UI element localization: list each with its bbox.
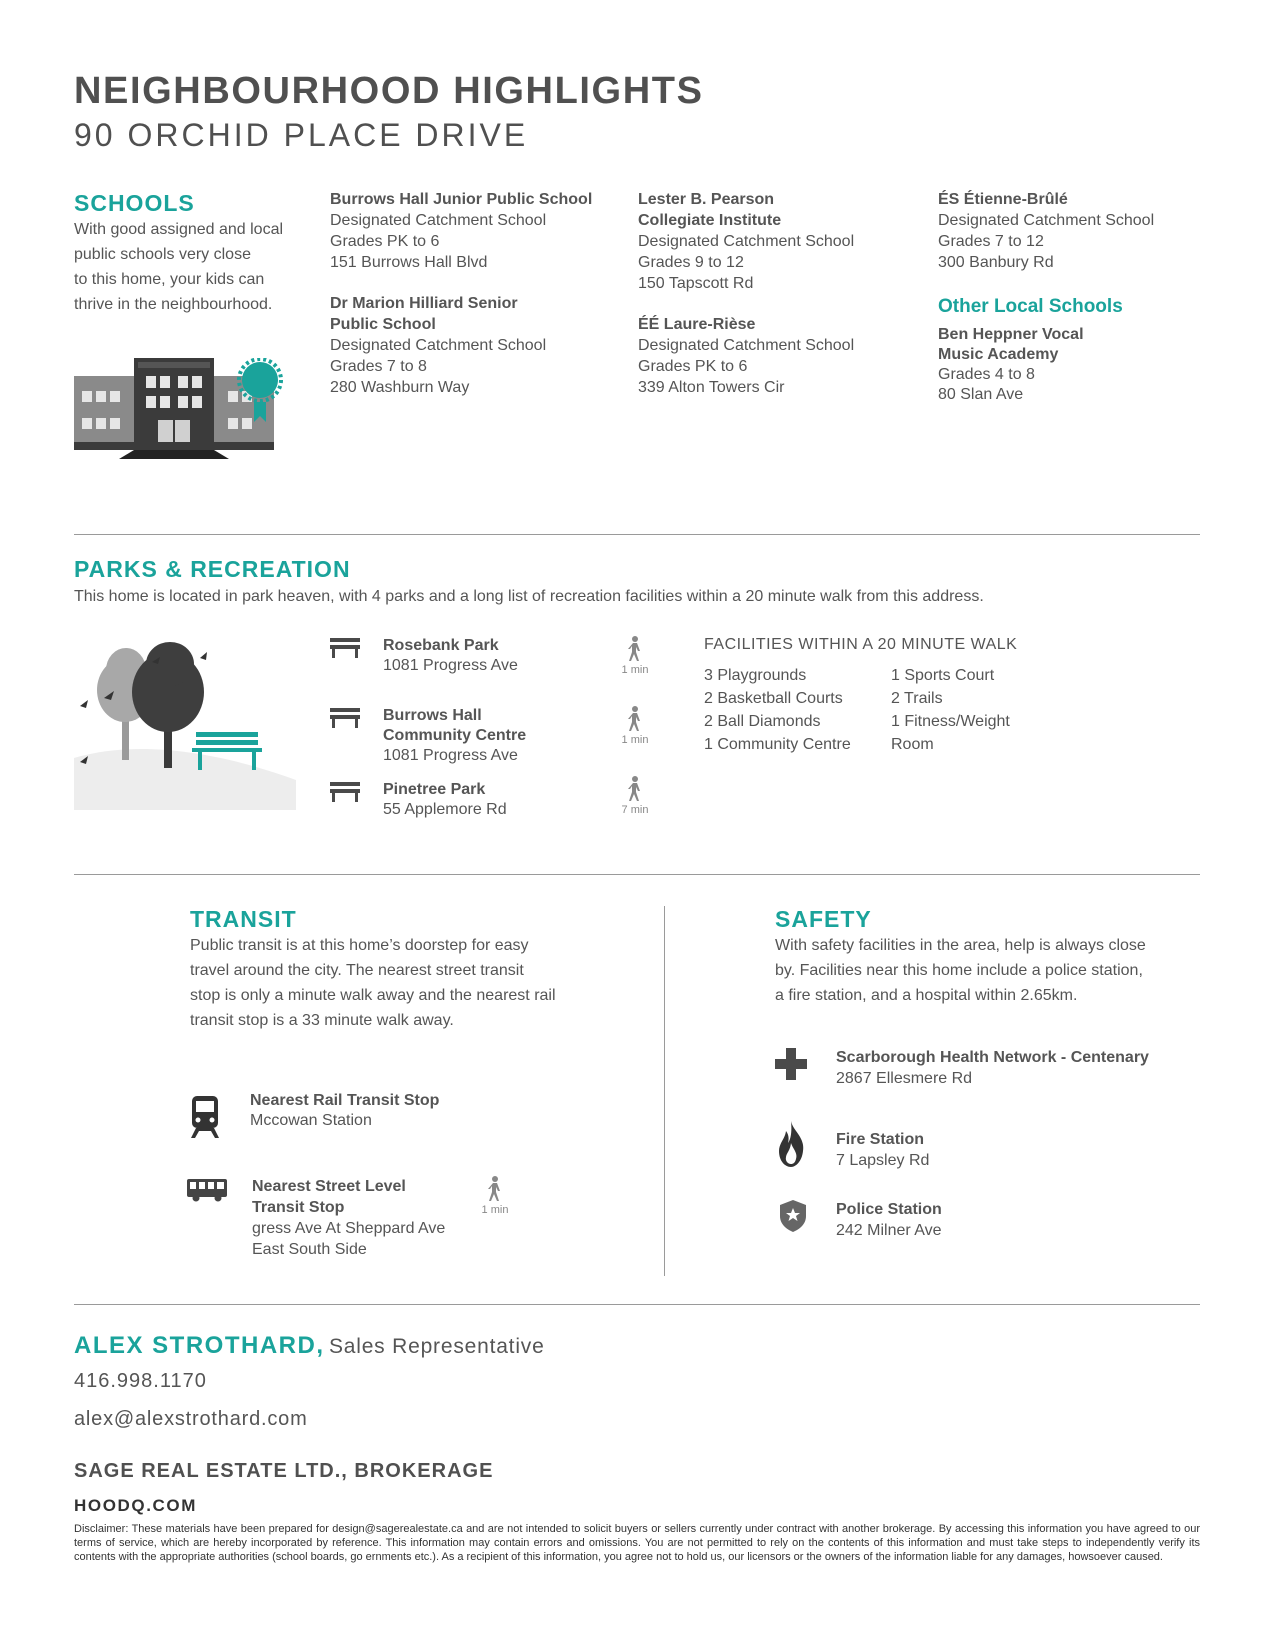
parks-heading: PARKS & RECREATION	[74, 556, 351, 582]
hospital-cross-icon	[775, 1048, 807, 1080]
bench-icon	[330, 638, 360, 658]
facility-address: 242 Milner Ave	[836, 1222, 942, 1239]
school-name: Collegiate Institute	[638, 212, 782, 229]
school-address: 300 Banbury Rd	[938, 254, 1054, 271]
school-building-icon	[74, 358, 284, 460]
property-address: 90 ORCHID PLACE DRIVE	[74, 117, 529, 153]
rail-stop-name: Mccowan Station	[250, 1112, 372, 1129]
school-type: Designated Catchment School	[638, 337, 855, 354]
rail-stop	[250, 1091, 439, 1131]
facilities-column-2: 1 Sports Court 2 Trails 1 Fitness/Weight Room	[891, 667, 1010, 753]
facility-name: Scarborough Health Network - Centenary	[836, 1049, 1149, 1066]
street-stop-label: Transit Stop	[252, 1199, 345, 1216]
schools-column-3	[938, 189, 1228, 405]
other-schools-heading: Other Local Schools	[938, 296, 1123, 317]
park-address: 1081 Progress Ave	[383, 747, 518, 764]
school-name: Ben Heppner Vocal	[938, 326, 1084, 343]
park-address: 1081 Progress Ave	[383, 657, 518, 674]
schools-heading: SCHOOLS	[74, 190, 195, 216]
walk-time: 1 min	[615, 706, 655, 746]
parks-intro: This home is located in park heaven, with 4 parks and a long list of recreation facilities within a 20 minute walk from this address.	[74, 588, 984, 605]
column-divider	[664, 906, 665, 1276]
park-name: Community Centre	[383, 727, 527, 744]
school-address: 151 Burrows Hall Blvd	[330, 254, 488, 271]
school-name: Public School	[330, 316, 436, 333]
schools-column-2	[638, 189, 918, 398]
flame-icon	[777, 1121, 805, 1167]
bench-icon	[330, 708, 360, 728]
schools-column-1	[330, 189, 620, 398]
walk-time: 7 min	[615, 776, 655, 816]
page-title: NEIGHBOURHOOD HIGHLIGHTS	[74, 70, 704, 112]
brokerage-name: SAGE REAL ESTATE LTD., BROKERAGE	[74, 1460, 494, 1482]
school-address: 80 Slan Ave	[938, 386, 1024, 403]
section-divider	[74, 1304, 1200, 1305]
agent-phone[interactable]: 416.998.1170	[74, 1370, 207, 1392]
school-name: ÉÉ Laure-Rièse	[638, 316, 756, 333]
rail-stop-label: Nearest Rail Transit Stop	[250, 1092, 440, 1109]
school-type: Designated Catchment School	[638, 233, 855, 250]
safety-intro: With safety facilities in the area, help is always close by. Facilities near this home include a police station, a fire station, and a hospital within 2.65km.	[775, 937, 1146, 1004]
school-name: Dr Marion Hilliard Senior	[330, 295, 518, 312]
facility-name: Fire Station	[836, 1131, 925, 1148]
school-name: Burrows Hall Junior Public School	[330, 191, 593, 208]
agent-name: ALEX STROTHARD,	[74, 1332, 325, 1359]
school-address: 150 Tapscott Rd	[638, 275, 754, 292]
walk-time: 1 min	[475, 1176, 515, 1216]
parks-list	[330, 636, 610, 706]
walking-person-icon	[487, 1176, 503, 1202]
walk-time: 1 min	[615, 636, 655, 676]
transit-heading: TRANSIT	[190, 906, 297, 932]
school-name: Lester B. Pearson	[638, 191, 775, 208]
bus-icon	[187, 1179, 227, 1203]
street-stop-name: East South Side	[252, 1241, 367, 1258]
facility-address: 7 Lapsley Rd	[836, 1152, 930, 1169]
park-address: 55 Applemore Rd	[383, 801, 507, 818]
street-stop	[252, 1176, 482, 1260]
section-divider	[74, 534, 1200, 535]
agent-line	[74, 1332, 545, 1360]
school-address: 280 Washburn Way	[330, 379, 470, 396]
schools-intro: With good assigned and local public schools very close to this home, your kids can thrive in the neighbourhood.	[74, 221, 284, 313]
park-name: Burrows Hall	[383, 707, 482, 724]
bench-icon	[330, 782, 360, 802]
school-grades: Grades 7 to 12	[938, 233, 1044, 250]
safety-item-police	[836, 1199, 942, 1241]
street-stop-name: gress Ave At Sheppard Ave	[252, 1220, 446, 1237]
school-type: Designated Catchment School	[330, 212, 547, 229]
safety-item-hospital	[836, 1047, 1149, 1089]
train-icon	[190, 1096, 220, 1138]
school-grades: Grades 9 to 12	[638, 254, 744, 271]
school-grades: Grades 4 to 8	[938, 366, 1035, 383]
school-type: Designated Catchment School	[330, 337, 547, 354]
walking-person-icon	[627, 776, 643, 802]
transit-intro: Public transit is at this home’s doorstep for easy travel around the city. The nearest street transit stop is only a minute walk away and the nearest rail transit stop is a 33 minute walk away.	[190, 937, 556, 1029]
agent-email[interactable]: alex@alexstrothard.com	[74, 1408, 308, 1430]
school-name: ÉS Étienne-Brûlé	[938, 191, 1068, 208]
disclaimer-text: Disclaimer: These materials have been prepared for design@sagerealestate.ca and are not intended to solicit buyers or sellers currently under contract with another brokerage. By accessing this information you have agreed to our terms of service, which are hereby incorporated by reference. This information may contain errors and omissions. You are not permitted to rely on the contents of this information and must take steps to independently verify its contents with the appropriate authorities (school boards, go ernments etc.). As a recipient of this information, you agree not to hold us, our licensors or the owners of the information liable for any damages, howsoever caused.	[74, 1523, 1200, 1563]
facilities-heading: FACILITIES WITHIN A 20 MINUTE WALK	[704, 636, 1018, 653]
safety-heading: SAFETY	[775, 906, 872, 932]
facility-address: 2867 Ellesmere Rd	[836, 1070, 973, 1087]
school-grades: Grades PK to 6	[638, 358, 748, 375]
school-grades: Grades PK to 6	[330, 233, 440, 250]
agent-title: Sales Representative	[328, 1335, 545, 1358]
park-trees-icon	[74, 640, 296, 810]
walking-person-icon	[627, 706, 643, 732]
safety-item-fire	[836, 1129, 929, 1171]
facilities-column-1: 3 Playgrounds 2 Basketball Courts 2 Ball Diamonds 1 Community Centre	[704, 667, 851, 753]
school-type: Designated Catchment School	[938, 212, 1155, 229]
street-stop-label: Nearest Street Level	[252, 1178, 406, 1195]
park-name: Pinetree Park	[383, 781, 486, 798]
park-name: Rosebank Park	[383, 637, 499, 654]
section-divider	[74, 874, 1200, 875]
facility-name: Police Station	[836, 1201, 942, 1218]
school-name: Music Academy	[938, 346, 1059, 363]
police-badge-icon	[780, 1200, 806, 1232]
walking-person-icon	[627, 636, 643, 662]
hoodq-link[interactable]: HOODQ.COM	[74, 1496, 198, 1515]
school-grades: Grades 7 to 8	[330, 358, 427, 375]
school-address: 339 Alton Towers Cir	[638, 379, 785, 396]
list-item	[330, 636, 610, 706]
